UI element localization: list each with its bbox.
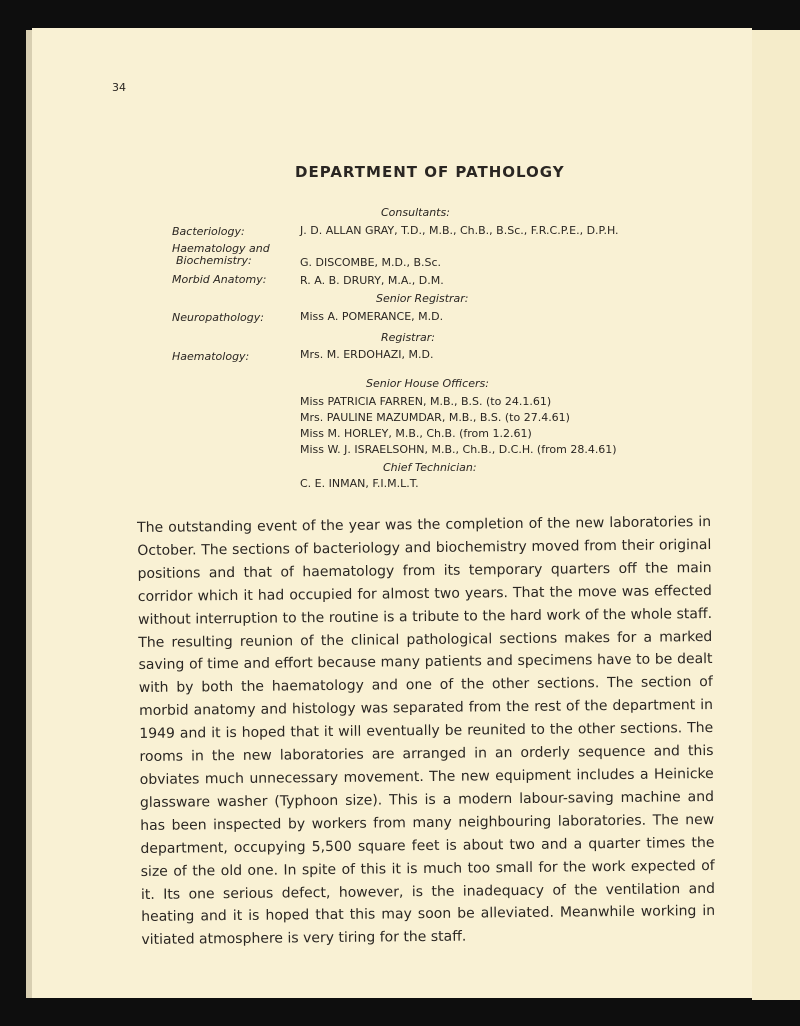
body-paragraph: The outstanding event of the year was the completion of the new laboratories in October. The sections of bacteriology and biochemistry moved from their original positions and that of haematology from its temporary quarters off the main corridor which it had occupied for almost two years. That the move was effected without interruption to the routine is a tribute to the hard work of the whole staff. The resulting reunion of the clinical pathological sections makes for a marked saving of time and effort because many patients and specimens have to be dealt with by both the haematology and one of the other sections. The section of morbid anatomy and histology was separated from the rest of the department in 1949 and it is hoped that it will eventually be reunited to the other sections. The rooms in the new laboratories are arranged in an orderly sequence and this obviates much unnecessary movement. The new equipment includes a Heinicke glassware washer (Typhoon size). This is a modern labour-saving machine and has been inspected by workers from many neighbouring laboratories. The new department, occupying 5,500 square feet is about two and a quarter times the size of the old one. In spite of this it is much too small for the work expected of it. Its one serious defect, however, is the inadequacy of the ventilation and heating and it is hoped that this may soon be alleviated. Meanwhile working in vitiated atmosphere is very tiring for the staff. [137,513,716,949]
sho-list-item: Miss W. J. ISRAELSOHN, M.B., Ch.B., D.C.H. (from 28.4.61) [300,443,617,456]
next-page-edge [752,30,800,1000]
senior-house-officers-heading: Senior House Officers: [366,377,489,390]
chief-technician-name: C. E. INMAN, F.I.M.L.T. [300,477,419,490]
haematology-name: Mrs. M. ERDOHAZI, M.D. [300,348,434,361]
sho-list-item: Miss M. HORLEY, M.B., Ch.B. (from 1.2.61) [300,427,532,440]
senior-registrar-heading: Senior Registrar: [376,292,469,305]
morbid-anatomy-label: Morbid Anatomy: [172,273,267,286]
haematology-biochemistry-label-line2: Biochemistry: [176,254,252,267]
page-number: 34 [112,81,126,94]
morbid-anatomy-name: R. A. B. DRURY, M.A., D.M. [300,274,444,287]
haematology-label: Haematology: [172,350,250,363]
consultants-heading: Consultants: [381,206,450,219]
neuropathology-label: Neuropathology: [172,311,264,324]
bacteriology-name: J. D. ALLAN GRAY, T.D., M.B., Ch.B., B.Sc., F.R.C.P.E., D.P.H. [300,224,619,237]
bacteriology-label: Bacteriology: [172,225,245,238]
sho-list-item: Mrs. PAULINE MAZUMDAR, M.B., B.S. (to 27.4.61) [300,411,570,424]
registrar-heading: Registrar: [381,331,435,344]
haematology-biochemistry-label-line1: Haematology and [172,242,270,255]
haematology-biochemistry-name: G. DISCOMBE, M.D., B.Sc. [300,256,442,269]
chief-technician-heading: Chief Technician: [383,461,477,474]
neuropathology-name: Miss A. POMERANCE, M.D. [300,310,444,323]
page-title: DEPARTMENT OF PATHOLOGY [295,163,565,181]
sho-list-item: Miss PATRICIA FARREN, M.B., B.S. (to 24.1.61) [300,395,552,408]
